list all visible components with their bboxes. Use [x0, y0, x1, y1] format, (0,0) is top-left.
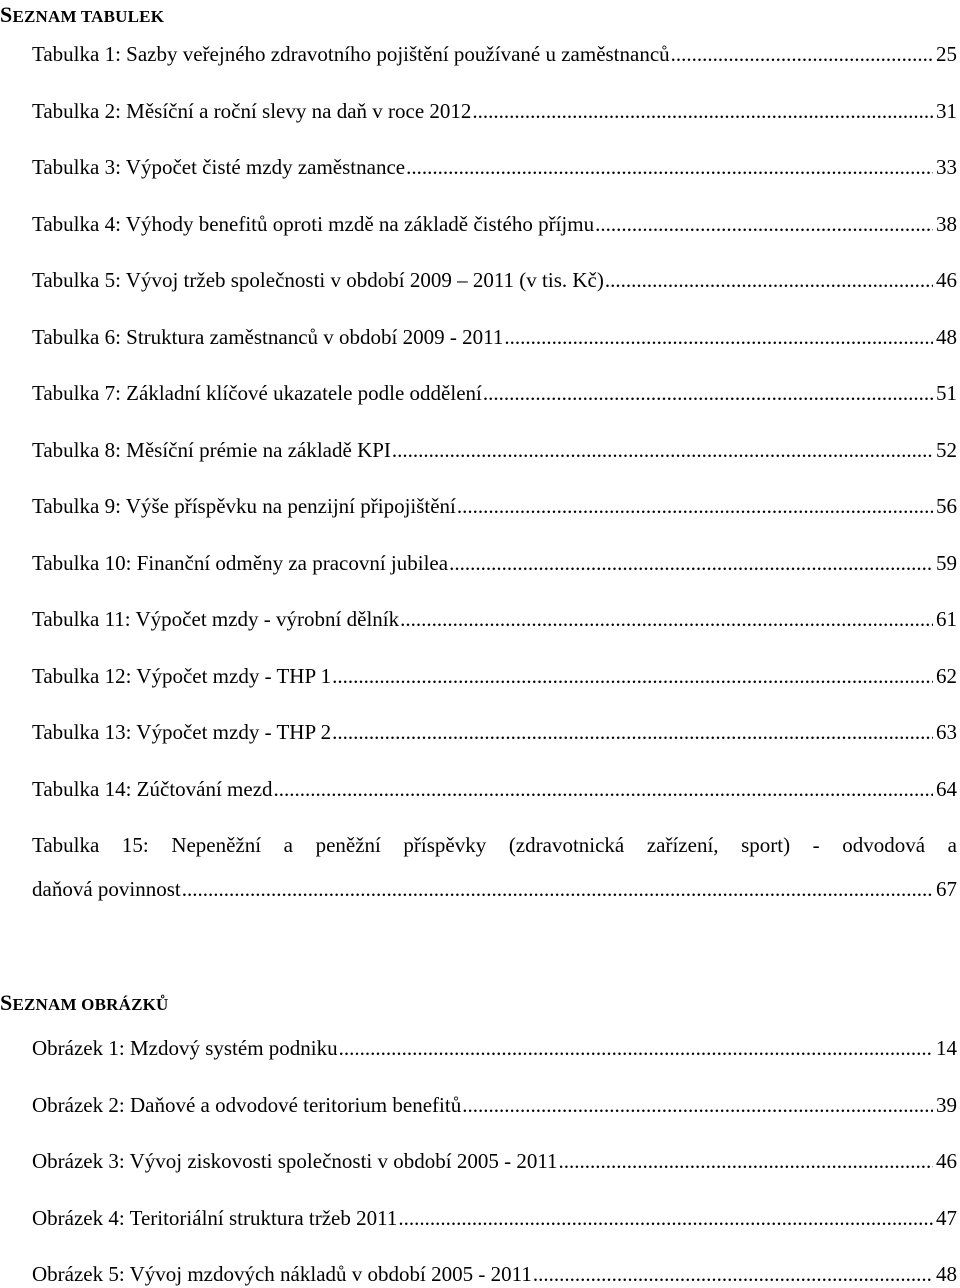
- tables-heading: [0, 2, 164, 28]
- toc-entry-page: 64: [936, 776, 957, 801]
- toc-entry-word: zařízení,: [646, 833, 719, 857]
- dot-leader: [182, 877, 933, 901]
- toc-entry[interactable]: [32, 494, 957, 518]
- toc-entry-page: 46: [936, 1149, 957, 1173]
- toc-entry-word: a: [947, 833, 957, 857]
- dot-leader: [406, 155, 933, 179]
- dot-leader: [274, 777, 933, 801]
- toc-entry-page: 56: [936, 494, 957, 518]
- toc-entry-page: 63: [936, 720, 957, 744]
- toc-entry-word: odvodová: [842, 833, 926, 857]
- toc-entry[interactable]: [32, 777, 957, 801]
- tables-heading-rest: EZNAM TABULEK: [12, 7, 165, 26]
- toc-entry-word: (zdravotnická: [508, 833, 625, 857]
- toc-entry-page: 48: [936, 324, 957, 349]
- toc-entry-label: Tabulka 4: Výhody benefitů oproti mzdě na základě čistého příjmu: [32, 211, 595, 236]
- toc-entry[interactable]: [32, 607, 957, 631]
- toc-entry-page: 31: [936, 98, 957, 123]
- toc-entry-word: peněžní: [315, 833, 381, 857]
- toc-entry[interactable]: [32, 155, 957, 179]
- toc-entry[interactable]: [32, 664, 957, 688]
- toc-entry-page: 62: [936, 663, 957, 688]
- toc-entry-word: sport): [741, 833, 791, 857]
- dot-leader: [398, 1206, 933, 1230]
- figures-heading: [0, 990, 169, 1016]
- toc-entry-word: 15:: [121, 833, 149, 857]
- toc-entry[interactable]: [32, 381, 957, 405]
- toc-entry-page: 46: [936, 268, 957, 292]
- toc-entry-label: Obrázek 2: Daňové a odvodové teritorium benefitů: [32, 1092, 462, 1117]
- toc-entry[interactable]: [32, 551, 957, 575]
- toc-entry-table-15-line1[interactable]: [32, 833, 957, 857]
- toc-entry-page: 39: [936, 1092, 957, 1117]
- dot-leader: [462, 1093, 933, 1117]
- toc-entry-label: Tabulka 6: Struktura zaměstnanců v období 2009 - 2011: [32, 324, 504, 349]
- dot-leader: [457, 494, 933, 518]
- toc-entry-label: Tabulka 11: Výpočet mzdy - výrobní dělník: [32, 607, 400, 631]
- toc-entry-page: 48: [936, 1262, 957, 1286]
- toc-entry-label: Obrázek 3: Vývoj ziskovosti společnosti v období 2005 - 2011: [32, 1149, 558, 1173]
- toc-entry-page: 67: [936, 877, 957, 901]
- toc-entry-label: Tabulka 2: Měsíční a roční slevy na daň v roce 2012: [32, 98, 472, 123]
- dot-leader: [559, 1149, 933, 1173]
- toc-entry-label: Tabulka 10: Finanční odměny za pracovní jubilea: [32, 550, 449, 575]
- toc-entry[interactable]: [32, 438, 957, 462]
- toc-entry-label: Tabulka 7: Základní klíčové ukazatele podle oddělení: [32, 381, 482, 405]
- toc-entry-word: -: [812, 833, 820, 857]
- toc-entry-label: Tabulka 14: Zúčtování mezd: [32, 776, 273, 801]
- toc-entry[interactable]: [32, 1093, 957, 1117]
- toc-entry-page: 51: [936, 381, 957, 405]
- figures-heading-initial: S: [0, 990, 13, 1015]
- dot-leader: [332, 664, 933, 688]
- toc-entry-label: Tabulka 8: Měsíční prémie na základě KPI: [32, 437, 391, 462]
- dot-leader: [332, 720, 933, 744]
- dot-leader: [671, 42, 933, 66]
- toc-entry[interactable]: [32, 99, 957, 123]
- toc-entry[interactable]: [32, 268, 957, 292]
- toc-entry-label: Tabulka 9: Výše příspěvku na penzijní připojištění: [32, 494, 456, 518]
- dot-leader: [605, 268, 933, 292]
- toc-entry[interactable]: [32, 325, 957, 349]
- dot-leader: [449, 551, 933, 575]
- toc-entry-label: Tabulka 13: Výpočet mzdy - THP 2: [32, 720, 332, 744]
- toc-entry-word: Nepeněžní: [171, 833, 262, 857]
- toc-entry-table-15-line2[interactable]: [32, 877, 957, 901]
- dot-leader: [392, 438, 933, 462]
- dot-leader: [400, 607, 933, 631]
- toc-entry-word: příspěvky: [403, 833, 487, 857]
- dot-leader: [504, 325, 933, 349]
- toc-entry-page: 52: [936, 437, 957, 462]
- toc-entry[interactable]: [32, 1036, 957, 1060]
- toc-entry-label: Obrázek 5: Vývoj mzdových nákladů v období 2005 - 2011: [32, 1262, 532, 1286]
- tables-heading-initial: S: [0, 2, 13, 27]
- toc-entry-page: 14: [936, 1036, 957, 1060]
- toc-entry-page: 25: [936, 42, 957, 66]
- dot-leader: [595, 212, 933, 236]
- toc-entry[interactable]: [32, 1149, 957, 1173]
- toc-entry-page: 61: [936, 607, 957, 631]
- toc-entry-label: Obrázek 4: Teritoriální struktura tržeb 2011: [32, 1205, 398, 1230]
- dot-leader: [533, 1262, 933, 1286]
- toc-entry-label: daňová povinnost: [32, 877, 181, 901]
- dot-leader: [339, 1036, 933, 1060]
- toc-entry[interactable]: [32, 720, 957, 744]
- toc-entry-label: Tabulka 1: Sazby veřejného zdravotního pojištění používané u zaměstnanců: [32, 42, 670, 66]
- toc-entry-page: 59: [936, 550, 957, 575]
- toc-entry-label: Tabulka 3: Výpočet čisté mzdy zaměstnance: [32, 155, 406, 179]
- toc-entry-page: 47: [936, 1205, 957, 1230]
- figures-heading-rest: EZNAM OBRÁZKŮ: [12, 995, 169, 1014]
- toc-entry-label: Obrázek 1: Mzdový systém podniku: [32, 1036, 338, 1060]
- dot-leader: [472, 99, 933, 123]
- toc-entry[interactable]: [32, 212, 957, 236]
- toc-entry[interactable]: [32, 1262, 957, 1286]
- toc-entry-label: Tabulka 12: Výpočet mzdy - THP 1: [32, 663, 332, 688]
- dot-leader: [483, 381, 933, 405]
- toc-entry-word: a: [283, 833, 293, 857]
- toc-entry[interactable]: [32, 42, 957, 66]
- toc-entry[interactable]: [32, 1206, 957, 1230]
- toc-entry-page: 33: [936, 155, 957, 179]
- toc-entry-page: 38: [936, 211, 957, 236]
- toc-entry-word: Tabulka: [32, 833, 100, 857]
- toc-entry-label: Tabulka 5: Vývoj tržeb společnosti v období 2009 – 2011 (v tis. Kč): [32, 268, 604, 292]
